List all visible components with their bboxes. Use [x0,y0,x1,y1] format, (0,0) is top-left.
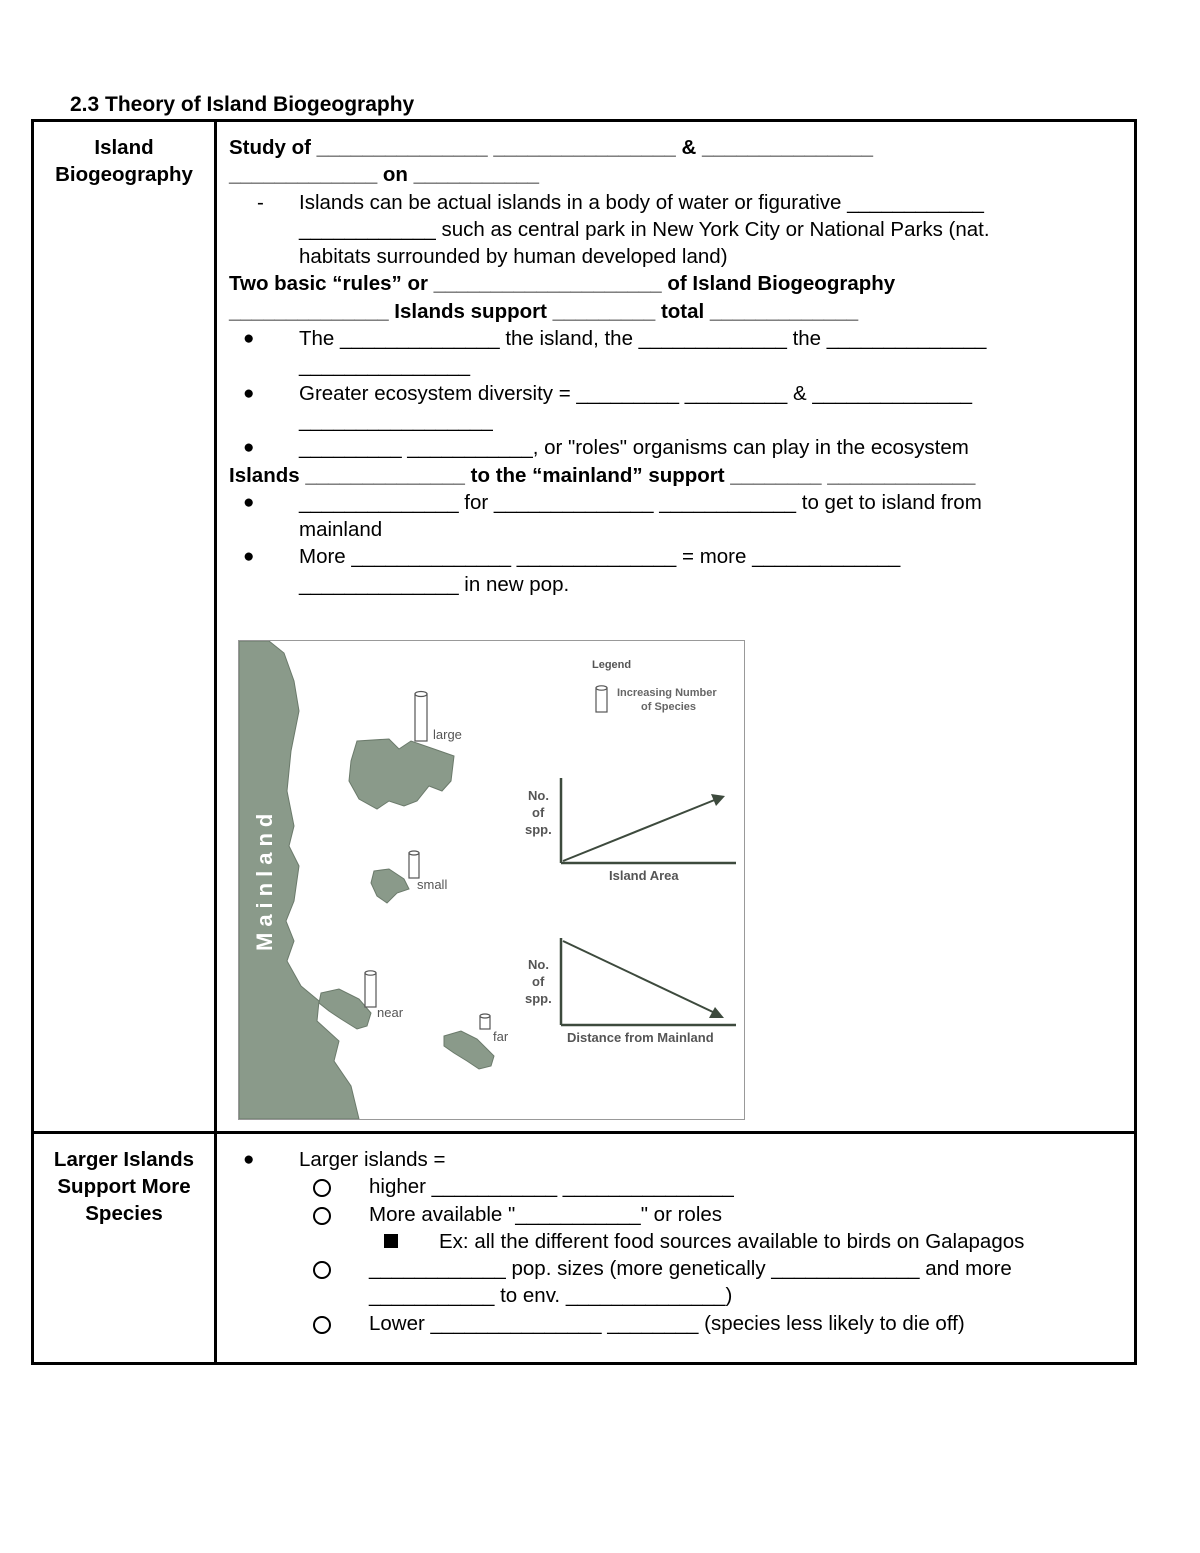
list-item [229,1255,1134,1282]
list-item [229,1146,1134,1173]
list-item [229,434,1134,461]
text-line: ____________ pop. sizes (more genetically _____________ and more [369,1257,1012,1281]
small-island [371,869,409,903]
text-line: Study of _______________ ________________ & _______________ [229,136,874,159]
list-item [229,189,1134,216]
x-axis-label: Island Area [609,868,679,883]
text-line: Larger islands = [299,1148,446,1171]
arrow-icon [709,1007,724,1018]
y-axis-label: spp. [525,822,552,837]
y-axis-label: of [532,974,545,989]
text-line: ___________ to env. ______________) [369,1284,733,1308]
bullet-icon: ● [243,1149,255,1170]
cylinder-icon [365,971,376,1007]
mainland-label: Mainland [252,807,277,951]
text-line: _________________ [299,408,493,432]
text-line: Islands ______________ to the “mainland” support ________ _____________ [229,463,976,487]
text-line: ______________ in new pop. [299,572,570,596]
cylinder-icon [415,692,427,742]
label-small: small [417,877,448,892]
circle-bullet-icon [313,1261,331,1279]
legend-text: of Species [641,701,697,713]
near-island [319,989,371,1029]
list-item [229,325,1134,352]
text-line: higher ___________ _______________ [369,1175,734,1199]
text-line: _______________ [299,354,471,378]
list-item [229,543,1134,570]
label-text: Species [85,1202,163,1225]
bullet-icon: ● [243,328,255,350]
bullet-icon: ● [243,546,255,568]
table-row [33,1133,1136,1364]
text-line: habitats surrounded by human developed land) [299,245,728,269]
text-line: Greater ecosystem diversity = _________ _________ & ______________ [299,381,973,405]
text-line: More available "___________" or roles [369,1202,723,1226]
island-biogeography-figure [238,640,745,1120]
row-label-larger-islands [33,1133,216,1364]
text-line: mainland [299,518,383,542]
legend-title: Legend [592,659,632,671]
text-line: _____________ on ___________ [229,163,540,187]
legend-text: Increasing Number [617,687,717,699]
cylinder-icon [480,1014,490,1029]
circle-bullet-icon [313,1179,331,1197]
large-island [349,739,454,809]
legend-cylinder-icon [596,686,607,712]
graph-island-area [525,778,736,883]
text-line: ______________ for ______________ ____________ to get to island from [299,490,982,514]
label-text: Island [94,136,154,159]
label-far: far [493,1029,509,1044]
text-line: Lower _______________ ________ (species less likely to die off) [369,1311,965,1335]
list-item [229,1201,1134,1228]
x-axis-label: Distance from Mainland [567,1030,714,1045]
label-text: Support More [57,1175,191,1198]
list-item [229,1310,1134,1337]
text-line: ______________ Islands support _________ total _____________ [229,299,859,323]
text-line: Two basic “rules” or ____________________ of Island Biogeography [229,272,896,296]
text-line: ____________ such as central park in New York City or National Parks (nat. [299,217,990,241]
row-label-island-biogeography [33,121,216,1133]
label-text: Larger Islands [53,1148,195,1171]
circle-bullet-icon [313,1316,331,1334]
page-title: 2.3 Theory of Island Biogeography [70,93,415,116]
circle-bullet-icon [313,1207,331,1225]
dash-icon: - [257,190,264,214]
bullet-icon: ● [243,491,255,513]
bullet-icon: ● [243,382,255,404]
bullet-icon: ● [243,437,255,459]
row-content-larger-islands [216,1133,1136,1364]
y-axis-label: spp. [525,991,552,1006]
list-item [229,1173,1134,1200]
text-line: The ______________ the island, the _____________ the ______________ [299,327,987,351]
label-text: Biogeography [55,163,193,186]
y-axis-label: No. [528,957,549,972]
list-item [229,489,1134,516]
text-line: Islands can be actual islands in a body of water or figurative ____________ [299,190,984,214]
far-island [444,1031,494,1069]
figure-svg [239,641,744,1119]
y-axis-label: No. [528,788,549,803]
y-axis-label: of [532,805,545,820]
label-near: near [377,1005,404,1020]
square-bullet-icon [384,1234,398,1248]
text-line: _________ ___________, or "roles" organisms can play in the ecosystem [299,436,969,460]
text-line: Ex: all the different food sources available to birds on Galapagos [439,1229,1025,1253]
cylinder-icon [409,851,419,878]
list-item [229,380,1134,407]
label-large: large [433,727,462,742]
text-line: More ______________ ______________ = more _____________ [299,545,901,569]
graph-distance-from-mainland [525,938,736,1045]
list-item [229,1228,1134,1255]
